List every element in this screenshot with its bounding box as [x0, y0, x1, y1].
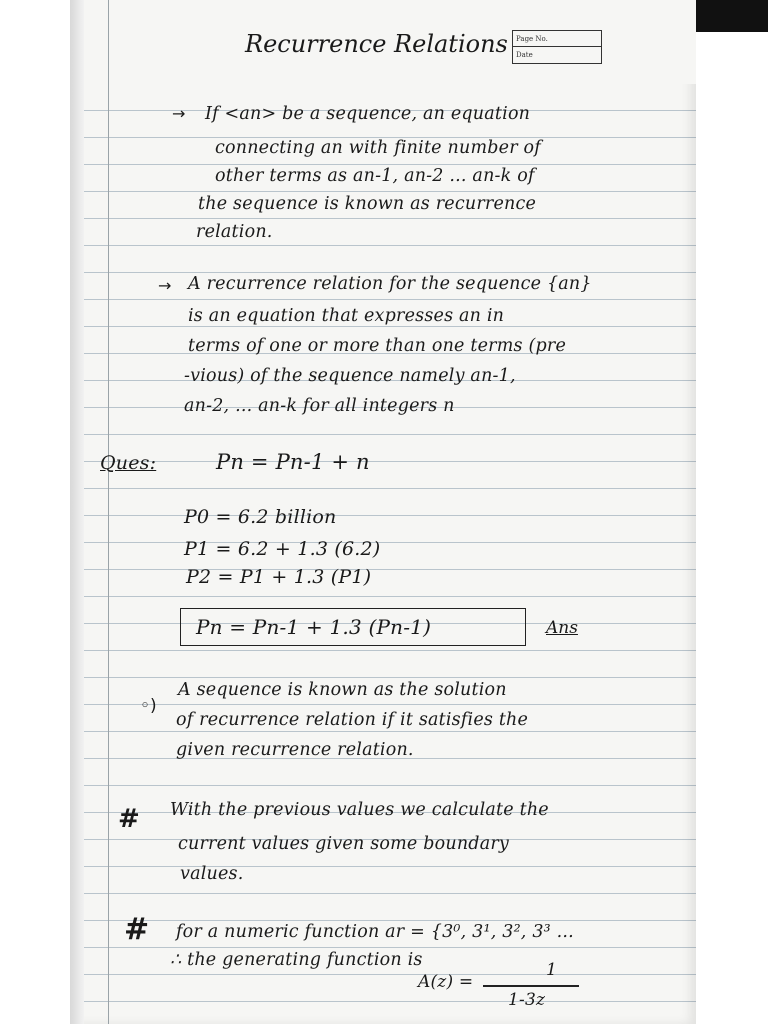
hash-bullet-icon: # [124, 912, 150, 947]
definition-line: If <an> be a sequence, an equation [205, 104, 531, 124]
recurrence-line: is an equation that expresses an in [188, 306, 505, 326]
fraction-lhs: A(z) = [418, 972, 474, 992]
answer-equation: Pn = Pn-1 + 1.3 (Pn-1) [196, 615, 432, 639]
page-no-field [513, 31, 601, 47]
background-left [0, 0, 70, 1024]
definition-line: other terms as an-1, an-2 ... an-k of [215, 166, 535, 186]
page-info-box [512, 30, 602, 64]
margin-line [108, 0, 109, 1024]
solution-line: A sequence is known as the solution [178, 680, 507, 700]
date-field [513, 47, 601, 63]
previous-values-line: values. [180, 864, 244, 884]
fraction-bar [483, 985, 579, 987]
question-step: P0 = 6.2 billion [184, 506, 337, 528]
recurrence-line: an-2, ... an-k for all integers n [184, 396, 455, 416]
recurrence-line: -vious) of the sequence namely an-1, [184, 366, 516, 386]
page-title: Recurrence Relations [245, 30, 508, 58]
fraction-denominator: 1-3z [508, 990, 546, 1010]
answer-label: Ans [546, 618, 578, 638]
question-step: P2 = P1 + 1.3 (P1) [186, 566, 372, 588]
definition-line: relation. [196, 222, 273, 242]
arrow-bullet-icon: → [158, 276, 172, 295]
page-no-label: Page No. [516, 34, 548, 43]
question-label: Ques: [100, 452, 157, 474]
recurrence-line: A recurrence relation for the sequence {an} [188, 274, 592, 294]
background-right [696, 0, 768, 1024]
previous-values-line: With the previous values we calculate the [170, 800, 549, 820]
solution-line: given recurrence relation. [176, 740, 414, 760]
fraction-numerator: 1 [546, 960, 558, 980]
solution-line: of recurrence relation if it satisfies the [176, 710, 529, 730]
hash-bullet-icon: # [118, 804, 140, 834]
definition-line: connecting an with finite number of [215, 138, 541, 158]
recurrence-line: terms of one or more than one terms (pre [188, 336, 567, 356]
circle-bullet-icon: ◦) [140, 696, 157, 716]
numeric-function-line: for a numeric function ar = {3⁰, 3¹, 3², 3³ ... [176, 922, 574, 942]
question-step: P1 = 6.2 + 1.3 (6.2) [184, 538, 381, 560]
numeric-function-line: ∴ the generating function is [170, 950, 423, 970]
page-binding [70, 0, 84, 1024]
date-label: Date [516, 51, 533, 59]
definition-line: the sequence is known as recurrence [198, 194, 537, 214]
question-equation: Pn = Pn-1 + n [216, 450, 370, 474]
arrow-bullet-icon: → [172, 104, 186, 123]
previous-values-line: current values given some boundary [178, 834, 509, 854]
